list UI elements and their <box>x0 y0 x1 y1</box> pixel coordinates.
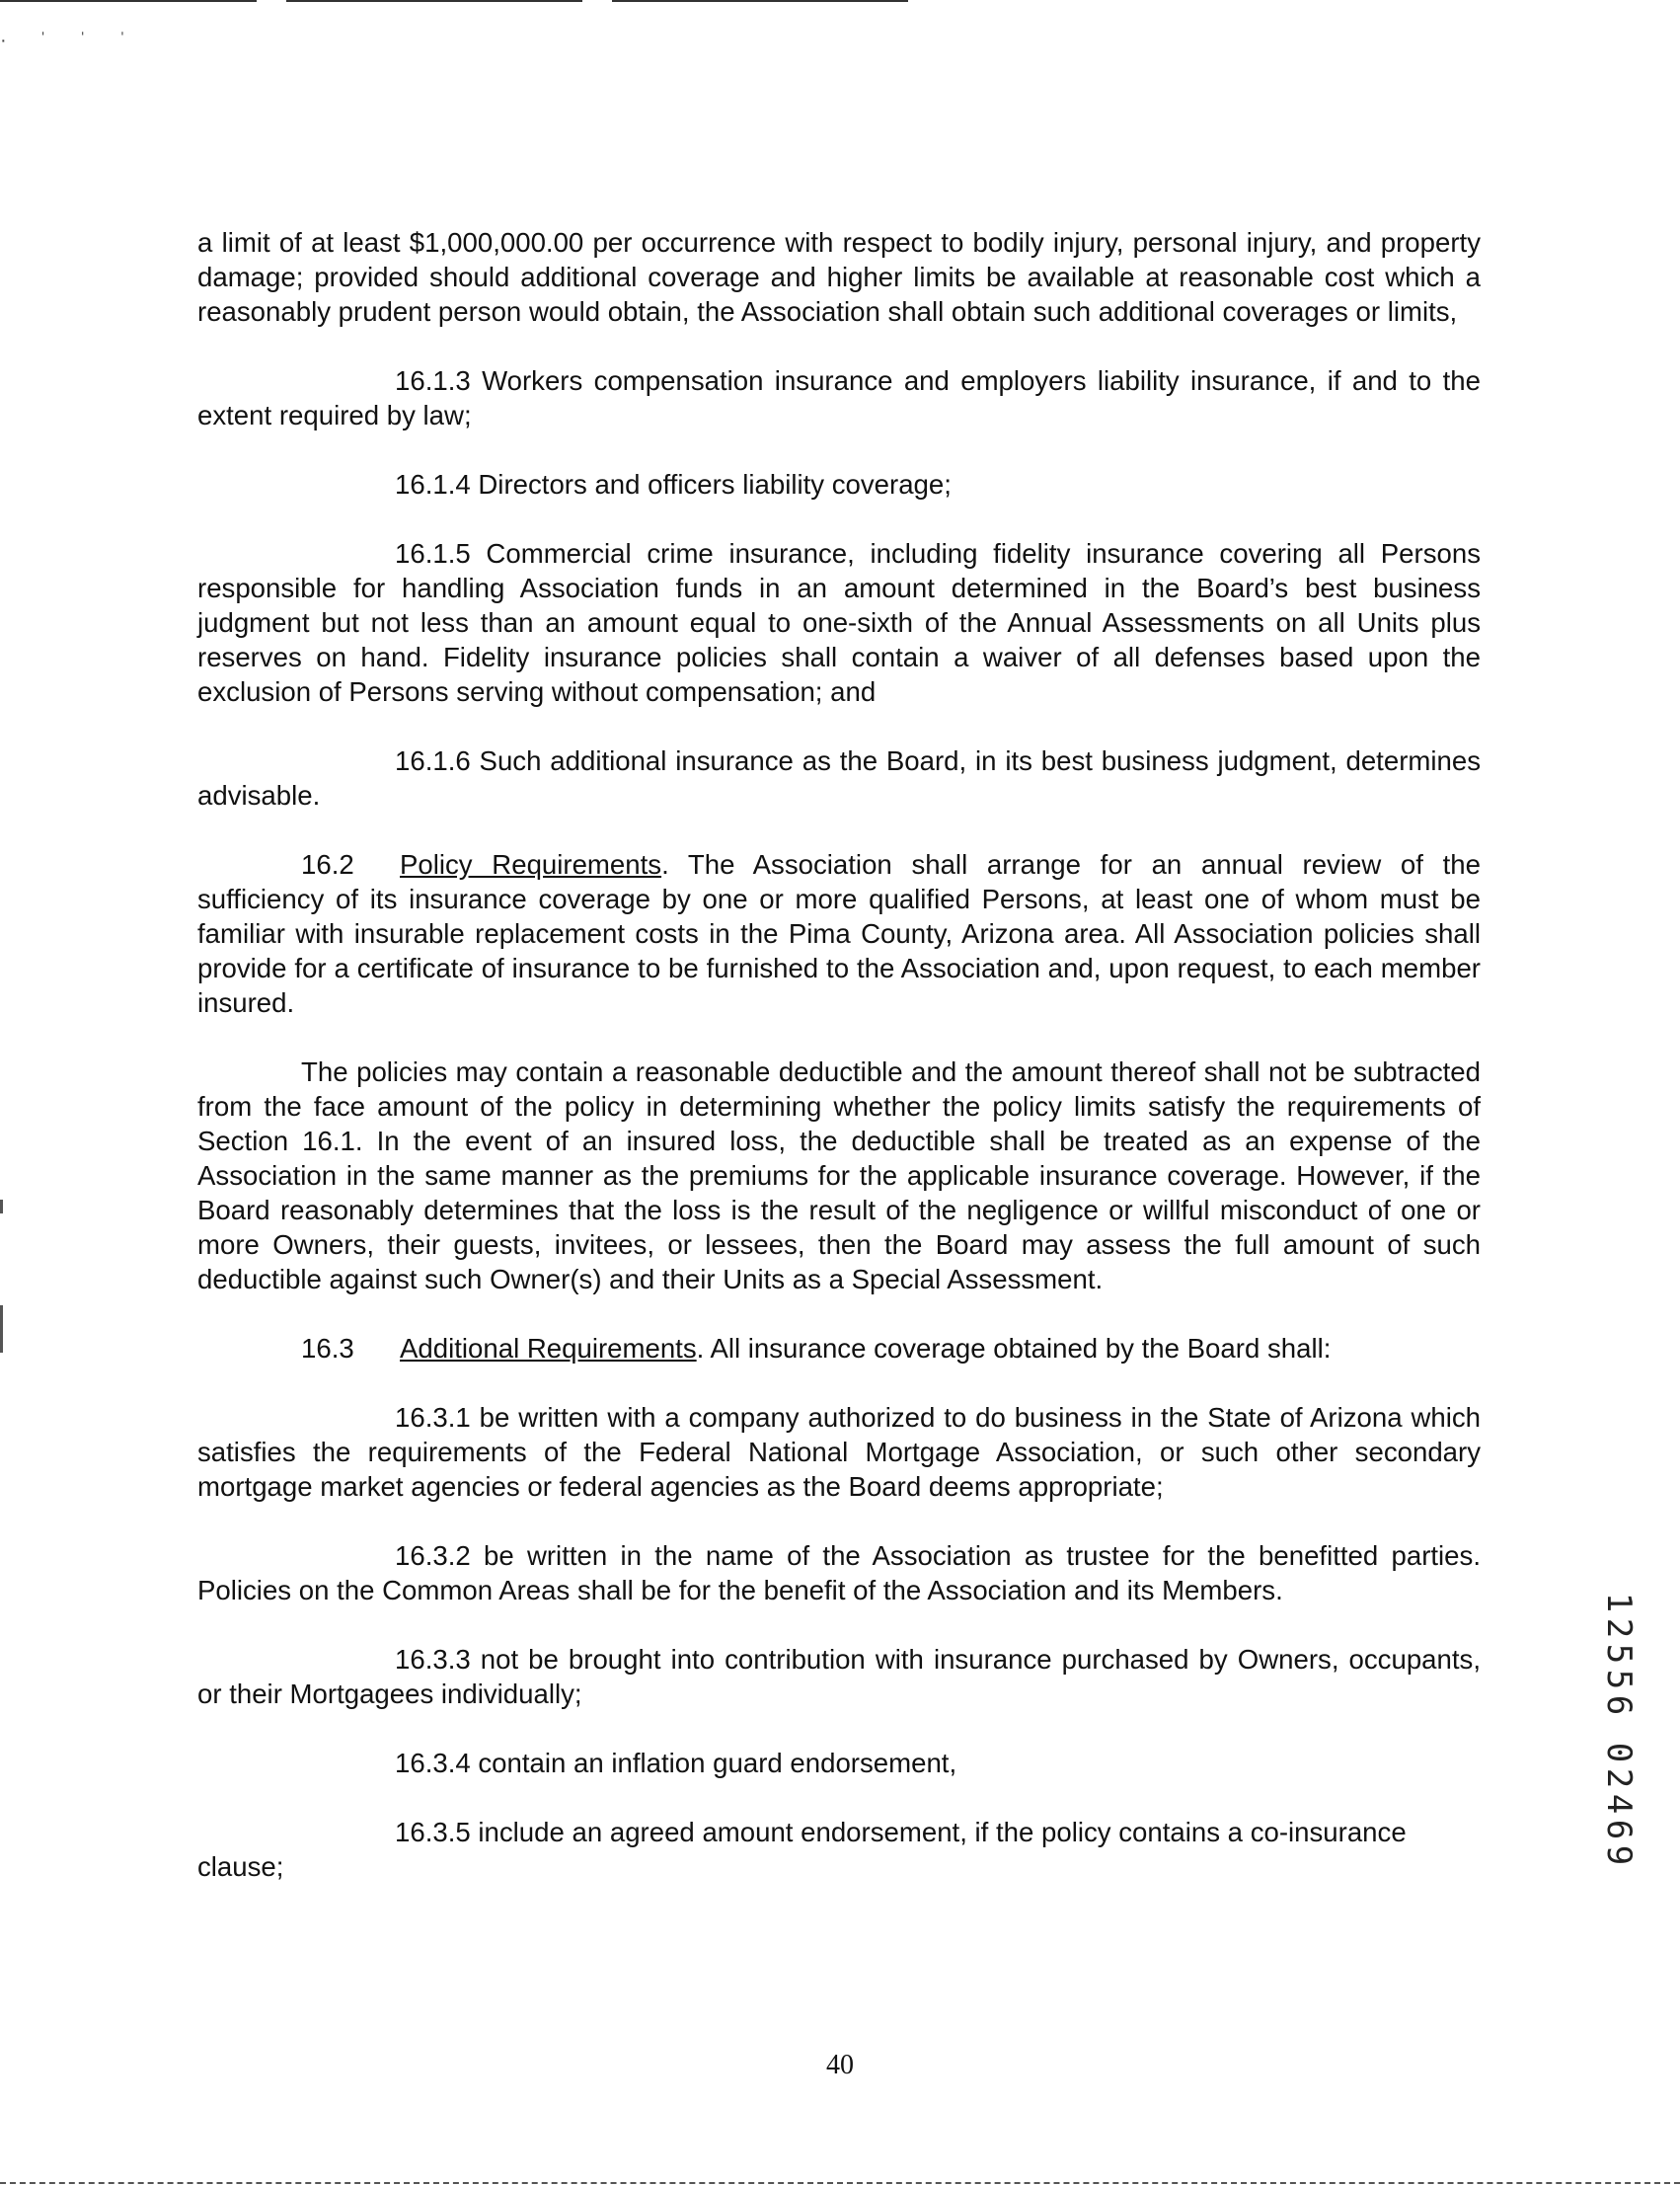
section-16-2: 16.2 Policy Requirements. The Association shall arrange for an annual review of the sufficiency of its insurance coverage by one or more qualified Persons, at least one of whom must be familiar with insurable replacement costs in the Pima County, Arizona area. All Association policies shall provide for a certificate of insurance to be furnished to the Association and, upon request, to each member insured. <box>197 849 1481 1018</box>
stamp-digit: 2 <box>1599 1767 1639 1789</box>
scan-edge-line <box>0 0 257 2</box>
section-16-3: 16.3 Additional Requirements. All insurance coverage obtained by the Board shall: <box>301 1333 1332 1364</box>
paragraph-16-1-5: 16.1.5 Commercial crime insurance, including fidelity insurance covering all Persons responsible for handling Association funds in an amount determined in the Board’s best business judgment but not less than an amount equal to one-sixth of the Annual Assessments on all Units plus reserves on hand. Fidelity insurance policies shall contain a waiver of all defenses based upon the exclusion of Persons serving without compensation; and <box>197 538 1481 707</box>
scan-edge-mark <box>0 1305 3 1353</box>
section-heading: Policy Requirements <box>400 849 662 880</box>
paragraph-16-3-5: 16.3.5 include an agreed amount endorsement, if the policy contains a co-insurance <box>395 1817 1407 1847</box>
section-number: 16.2 <box>301 849 354 880</box>
page-number: 40 <box>826 2050 854 2080</box>
paragraph-16-1-3: 16.1.3 Workers compensation insurance and employers liability insurance, if and to the extent required by law; <box>197 365 1481 430</box>
scan-edge-line <box>286 0 582 2</box>
stamp-digit: 6 <box>1599 1819 1639 1840</box>
paragraph-intro: a limit of at least $1,000,000.00 per occurrence with respect to bodily injury, personal injury, and property damage; provided should additional coverage and higher limits be available at reasonable cost which a reasonably prudent person would obtain, the Association shall obtain such additional coverages or limits, <box>197 227 1481 327</box>
paragraph-16-1-4: 16.1.4 Directors and officers liability coverage; <box>395 469 952 500</box>
paragraph-deductible: The policies may contain a reasonable deductible and the amount thereof shall not be subtracted from the face amount of the policy in determining whether the policy limits satisfy the requirements of Section 16.1. In the event of an insured loss, the deductible shall be treated as an expense of the Association in the same manner as the premiums for the applicable insurance coverage. However, if the Board reasonably determines that the loss is the result of the negligence or willful misconduct of one or more Owners, their guests, invitees, or lessees, then the Board may assess the full amount of such deductible against such Owner(s) and their Units as a Special Assessment. <box>197 1056 1481 1294</box>
paragraph-16-3-5-end: clause; <box>197 1851 284 1882</box>
stamp-digit: 0 <box>1599 1742 1639 1763</box>
stamp-digit: 6 <box>1599 1694 1639 1716</box>
section-number: 16.3 <box>301 1333 354 1364</box>
stamp-digit: 5 <box>1599 1669 1639 1690</box>
section-heading: Additional Requirements <box>400 1333 697 1364</box>
stamp-digit: 2 <box>1599 1617 1639 1639</box>
paragraph-16-3-3: 16.3.3 not be brought into contribution with insurance purchased by Owners, occupants, or their Mortgagees individually; <box>197 1644 1481 1709</box>
stamp-digit: 1 <box>1599 1592 1639 1613</box>
scan-speckle: · ˈ ˈ ˈ <box>0 30 140 51</box>
scan-edge-mark <box>0 1200 3 1213</box>
scan-edge-line <box>612 0 908 2</box>
stamp-digit: 9 <box>1599 1844 1639 1866</box>
paragraph-16-3-2: 16.3.2 be written in the name of the Association as trustee for the benefitted parties. Policies on the Common Areas shall be for the benefit of the Association and its Members. <box>197 1540 1481 1605</box>
document-body <box>197 225 1481 1918</box>
paragraph-16-3-4: 16.3.4 contain an inflation guard endorsement, <box>395 1748 957 1778</box>
paragraph-16-1-6: 16.1.6 Such additional insurance as the Board, in its best business judgment, determines advisable. <box>197 745 1481 811</box>
stamp-digit: 4 <box>1599 1793 1639 1815</box>
stamp-digit: 5 <box>1599 1643 1639 1665</box>
paragraph-16-3-1: 16.3.1 be written with a company authorized to do business in the State of Arizona which satisfies the requirements of the Federal National Mortgage Association, or such other secondary mortgage market agencies or federal agencies as the Board deems appropriate; <box>197 1402 1481 1502</box>
scan-edge-line <box>0 2182 1680 2184</box>
recording-number-stamp <box>1599 1590 1639 1868</box>
